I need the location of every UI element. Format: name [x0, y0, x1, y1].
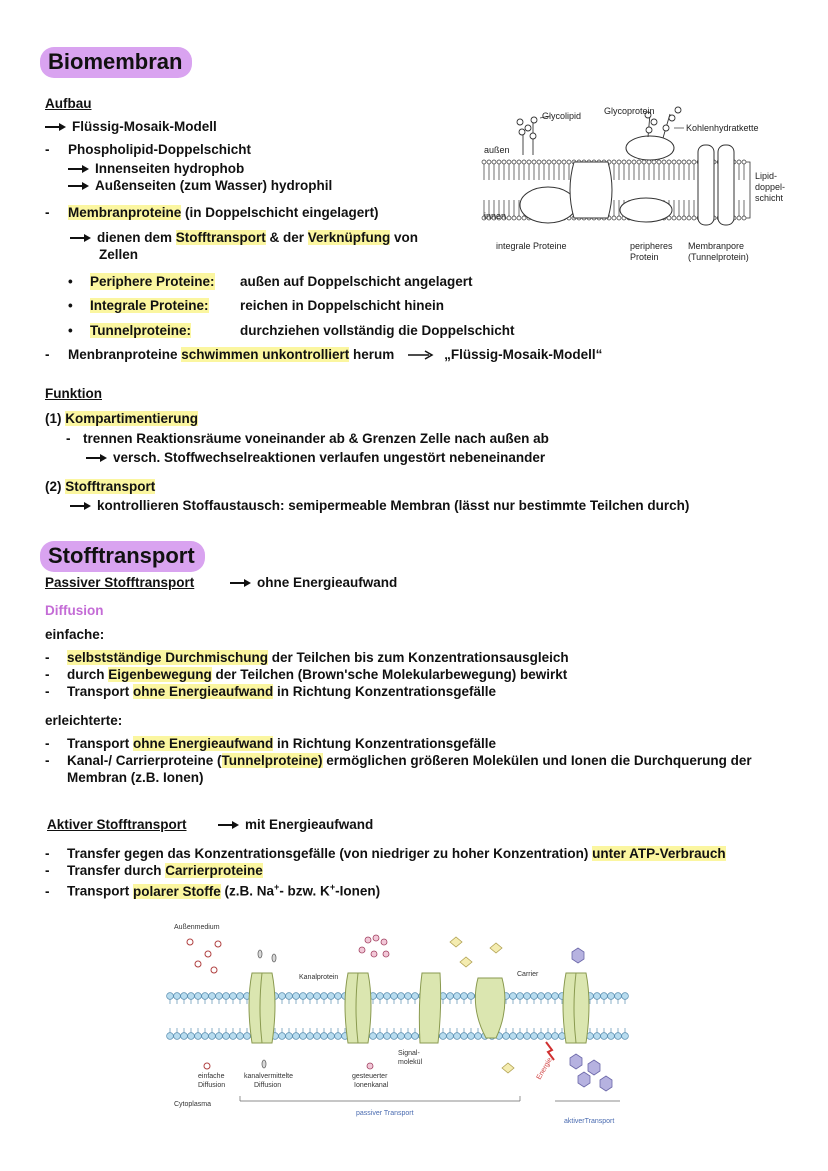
- arrow-right-icon: [45, 122, 67, 132]
- label-passiv: passiver Transport: [356, 1110, 414, 1117]
- lipid-bilayer-2: [167, 993, 629, 1040]
- tunnel-protein-right: [718, 145, 734, 225]
- bullet-tunnel: • Tunnelproteine:: [68, 323, 191, 338]
- label-aussen: außen: [484, 145, 510, 155]
- active-3: - Transport polarer Stoffe (z.B. Na+- bzw. K+-Ionen): [45, 882, 381, 899]
- model-line: Flüssig-Mosaik-Modell: [45, 118, 217, 135]
- integral-protein-left: [520, 187, 576, 223]
- label-membranpore2: (Tunnelprotein): [688, 252, 749, 262]
- phospholipid-line: - Phospholipid-Doppelschicht: [45, 142, 251, 157]
- label-einfache2: Diffusion: [198, 1082, 226, 1089]
- section-title-biomembran: Biomembran: [40, 47, 192, 78]
- active-heading: Aktiver Stofftransport: [47, 817, 187, 832]
- arrow-right-icon: [68, 164, 90, 174]
- funktion-heading: Funktion: [45, 386, 102, 401]
- erleichterte-1: - Transport ohne Energieaufwand in Richtung Konzentrationsgefälle: [45, 736, 497, 751]
- bullet-integrale-desc: reichen in Doppelschicht hinein: [240, 298, 445, 313]
- serve-line-cont: Zellen: [99, 247, 139, 262]
- integral-protein-center: [570, 162, 612, 218]
- channel-proteins: [249, 973, 589, 1043]
- erleichterte-label: erleichterte:: [45, 713, 123, 728]
- label-peripheres2: Protein: [630, 252, 659, 262]
- particles-simple: [187, 939, 221, 1069]
- label-gest2: Ionenkanal: [354, 1082, 389, 1089]
- passive-heading: Passiver Stofftransport: [45, 575, 195, 590]
- label-signal1: Signal-: [398, 1050, 420, 1057]
- label-glycolipid: Glycolipid: [542, 111, 582, 121]
- label-cytoplasma: Cytoplasma: [174, 1101, 211, 1108]
- label-kohlenhydratkette: Kohlenhydratkette: [686, 123, 759, 133]
- tunnel-protein-left: [698, 145, 714, 225]
- label-einfache1: einfache: [198, 1073, 225, 1080]
- active-1: - Transfer gegen das Konzentrationsgefälle (von niedriger zu hoher Konzentration) unter ATP-Verbrauch: [45, 846, 726, 861]
- outer-line: Außenseiten (zum Wasser) hydrophil: [68, 177, 332, 194]
- passive-note: ohne Energieaufwand: [230, 574, 397, 591]
- label-lipid2: doppel-: [755, 182, 786, 192]
- serve-line: dienen dem Stofftransport & der Verknüpfung von: [70, 229, 418, 246]
- inner-line: Innenseiten hydrophob: [68, 160, 244, 177]
- einfache-3: - Transport ohne Energieaufwand in Richtung Konzentrationsgefälle: [45, 684, 497, 699]
- label-glycoprotein: Glycoprotein: [604, 106, 655, 116]
- arrow-right-icon: [230, 578, 252, 588]
- erleichterte-2: - Kanal-/ Carrierproteine (Tunnelproteine) ermöglichen größeren Molekülen und Ionen die Durchquerung der: [45, 753, 752, 768]
- active-2: - Transfer durch Carrierproteine: [45, 863, 263, 878]
- label-integrale: integrale Proteine: [496, 241, 567, 251]
- einfache-label: einfache:: [45, 627, 105, 642]
- label-signal2: molekül: [398, 1059, 423, 1066]
- arrow-right-icon: [218, 820, 240, 830]
- bullet-periphere-desc: außen auf Doppelschicht angelagert: [240, 274, 473, 289]
- label-peripheres1: peripheres: [630, 241, 673, 251]
- glycoprotein-shape: [626, 136, 674, 160]
- label-carrier: Carrier: [517, 971, 539, 978]
- active-note: mit Energieaufwand: [218, 816, 373, 833]
- kompartimentierung-desc1: - trennen Reaktionsräume voneinander ab & Grenzen Zelle nach außen ab: [66, 431, 549, 446]
- peripheral-protein: [620, 198, 672, 222]
- label-innen: innen: [484, 211, 507, 221]
- aufbau-heading: Aufbau: [45, 96, 92, 111]
- swim-line: - Menbranproteine schwimmen unkontrolliert herum „Flüssig-Mosaik-Modell“: [45, 347, 603, 362]
- label-kanal2: Diffusion: [254, 1082, 282, 1089]
- label-kanalprotein: Kanalprotein: [299, 974, 339, 981]
- glycolipid-chain: [517, 117, 537, 155]
- arrow-right-icon: [70, 501, 92, 511]
- stofftransport-line: (2) Stofftransport: [45, 479, 156, 494]
- arrow-right-icon: [86, 453, 108, 463]
- bullet-periphere: • Periphere Proteine:: [68, 274, 215, 289]
- kompartimentierung-desc2: versch. Stoffwechselreaktionen verlaufen ungestört nebeneinander: [86, 449, 545, 466]
- kompartimentierung-line: (1) Kompartimentierung: [45, 411, 199, 426]
- label-energie: Energie: [535, 1056, 554, 1081]
- bullet-integrale: • Integrale Proteine:: [68, 298, 209, 313]
- diffusion-heading: Diffusion: [45, 603, 104, 618]
- label-lipid1: Lipid-: [755, 171, 778, 181]
- membranproteine-line: - Membranproteine (in Doppelschicht eingelagert): [45, 205, 379, 220]
- label-aktiv: aktiverTransport: [564, 1118, 615, 1125]
- stofftransport-desc: kontrollieren Stoffaustausch: semipermeable Membran (lässt nur bestimmte Teilchen durch): [70, 497, 689, 514]
- label-lipid3: schicht: [755, 193, 784, 203]
- erleichterte-2-cont: Membran (z.B. Ionen): [67, 770, 204, 785]
- membrane-diagram: [478, 100, 798, 270]
- arrow-right-icon: [70, 233, 92, 243]
- label-kanal1: kanalvermittelte: [244, 1073, 294, 1080]
- section-title-stofftransport: Stofftransport: [40, 541, 205, 572]
- transport-diagram: [160, 918, 640, 1130]
- arrow-right-icon: [408, 350, 436, 360]
- label-aussenmedium: Außenmedium: [174, 924, 220, 931]
- einfache-1: - selbstständige Durchmischung der Teilchen bis zum Konzentrationsausgleich: [45, 650, 569, 665]
- einfache-2: - durch Eigenbewegung der Teilchen (Brown'sche Molekularbewegung) bewirkt: [45, 667, 568, 682]
- label-gest1: gesteuerter: [352, 1073, 388, 1080]
- bullet-tunnel-desc: durchziehen vollständig die Doppelschicht: [240, 323, 515, 338]
- arrow-right-icon: [68, 181, 90, 191]
- label-membranpore1: Membranpore: [688, 241, 745, 251]
